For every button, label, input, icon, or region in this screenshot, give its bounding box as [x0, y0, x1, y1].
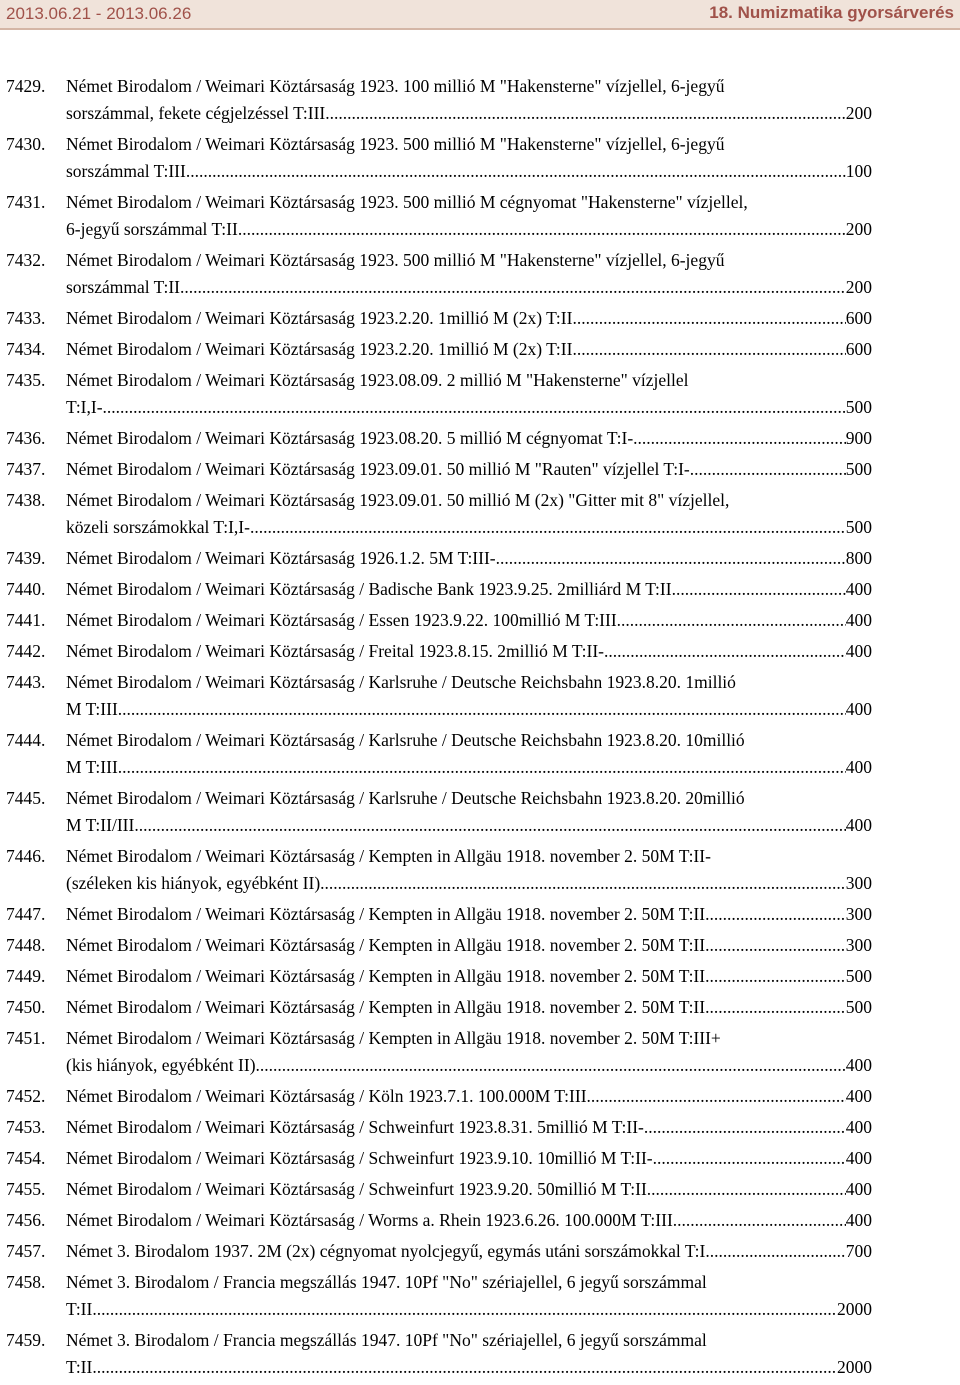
lot-number: 7459. — [6, 1330, 46, 1350]
lot-price: 300 — [845, 904, 872, 924]
lot-price: 400 — [845, 1148, 872, 1168]
lot-number: 7446. — [6, 846, 46, 866]
dot-leader — [110, 1354, 837, 1381]
lot-text-line: Német Birodalom / Weimari Köztársaság / Schweinfurt 1923.9.20. 50millió M T:II — [66, 1179, 647, 1199]
lot-last-line — [66, 514, 872, 541]
dot-leader — [238, 216, 846, 243]
dot-leader — [705, 994, 846, 1021]
lot-item — [6, 638, 872, 665]
lot-text-line: Német Birodalom / Weimari Köztársaság 1923. 500 millió M "Hakensterne" vízjellel, 6-jegyű — [66, 134, 725, 154]
lot-last-line — [66, 994, 872, 1021]
lot-last-line — [66, 456, 872, 483]
lot-price: 500 — [845, 397, 872, 417]
lot-price: 500 — [845, 997, 872, 1017]
lot-text-line: T:II.... — [66, 1299, 110, 1319]
dot-leader — [116, 394, 846, 421]
lot-text-line: Német Birodalom / Weimari Köztársaság / Schweinfurt 1923.8.31. 5millió M T:II- — [66, 1117, 644, 1137]
lot-text-line: Német Birodalom / Weimari Köztársaság / Kempten in Allgäu 1918. november 2. 50M T:II — [66, 935, 706, 955]
lot-text-line: sorszámmal T:II — [66, 277, 180, 297]
lot-description — [66, 336, 872, 363]
lot-text-line: Német Birodalom / Weimari Köztársaság / Worms a. Rhein 1923.6.26. 100.000M T:III — [66, 1210, 673, 1230]
lot-last-line — [66, 394, 872, 421]
lot-number: 7434. — [6, 339, 46, 359]
lot-number: 7429. — [6, 76, 46, 96]
lot-item — [6, 901, 872, 928]
lot-last-line — [66, 812, 872, 839]
lot-price: 200 — [845, 103, 872, 123]
lot-item — [6, 1207, 872, 1234]
lot-text-line: Német Birodalom / Weimari Köztársaság / Kempten in Allgäu 1918. november 2. 50M T:II — [66, 966, 706, 986]
lot-description — [66, 456, 872, 483]
dot-leader — [250, 514, 846, 541]
dot-leader — [572, 305, 845, 332]
lot-item — [6, 843, 872, 897]
lot-price: 500 — [845, 966, 872, 986]
lot-price: 2000 — [837, 1299, 872, 1319]
lot-text-line: Német Birodalom / Weimari Köztársaság / Freital 1923.8.15. 2millió M T:II- — [66, 641, 605, 661]
dot-leader — [617, 607, 846, 634]
lot-description — [66, 994, 872, 1021]
lot-description — [66, 305, 872, 332]
lot-price: 400 — [845, 815, 872, 835]
lot-last-line — [66, 870, 872, 897]
lot-description — [66, 727, 872, 781]
dot-leader — [134, 812, 845, 839]
lot-number: 7433. — [6, 308, 46, 328]
lot-last-line — [66, 576, 872, 603]
lot-price: 100 — [845, 161, 872, 181]
lot-text-line: 6-jegyű sorszámmal T:II — [66, 219, 238, 239]
lot-number: 7431. — [6, 192, 46, 212]
lot-item — [6, 727, 872, 781]
lot-text-line: (kis hiányok, egyébként II) — [66, 1055, 256, 1075]
lot-item — [6, 1269, 872, 1323]
lot-text-line: Német 3. Birodalom / Francia megszállás 1947. 10Pf "No" szériajellel, 6 jegyű sorszámmal — [66, 1330, 707, 1350]
lot-text-line: Német Birodalom / Weimari Köztársaság / Kempten in Allgäu 1918. november 2. 50M T:II- — [66, 846, 711, 866]
lot-last-line — [66, 216, 872, 243]
lot-description — [66, 963, 872, 990]
dot-leader — [705, 1238, 845, 1265]
lot-text-line: Német Birodalom / Weimari Köztársaság / Badische Bank 1923.9.25. 2milliárd M T:II — [66, 579, 672, 599]
lot-description — [66, 247, 872, 301]
lot-number: 7444. — [6, 730, 46, 750]
lot-list — [6, 73, 872, 1385]
lot-number: 7458. — [6, 1272, 46, 1292]
lot-text-line: közeli sorszámokkal T:I,I- — [66, 517, 250, 537]
lot-number: 7454. — [6, 1148, 46, 1168]
dot-leader — [705, 901, 846, 928]
lot-description — [66, 1327, 872, 1381]
lot-number: 7451. — [6, 1028, 46, 1048]
lot-description — [66, 901, 872, 928]
dot-leader — [325, 100, 846, 127]
lot-item — [6, 1025, 872, 1079]
dot-leader — [644, 1114, 846, 1141]
lot-text-line: Német Birodalom / Weimari Köztársaság / Karlsruhe / Deutsche Reichsbahn 1923.8.20. 20millió — [66, 788, 745, 808]
lot-item — [6, 189, 872, 243]
dot-leader — [633, 425, 846, 452]
lot-text-line: M T:II/III — [66, 815, 135, 835]
lot-number: 7448. — [6, 935, 46, 955]
lot-description — [66, 1207, 872, 1234]
lot-item — [6, 367, 872, 421]
lot-text-line: Német Birodalom / Weimari Köztársaság / Kempten in Allgäu 1918. november 2. 50M T:II — [66, 997, 706, 1017]
lot-price: 400 — [845, 579, 872, 599]
lot-text-line: Német Birodalom / Weimari Köztársaság 1923.09.01. 50 millió M "Rauten" vízjellel T:I- — [66, 459, 690, 479]
lot-description — [66, 607, 872, 634]
lot-last-line — [66, 607, 872, 634]
lot-text-line: Német Birodalom / Weimari Köztársaság 1923.2.20. 1millió M (2x) T:II — [66, 339, 573, 359]
lot-text-line: T:I,I-... — [66, 397, 116, 417]
auction-dates: 2013.06.21 - 2013.06.26 — [6, 4, 192, 23]
lot-item — [6, 487, 872, 541]
lot-price: 700 — [845, 1241, 872, 1261]
lot-text-line: sorszámmal T:III — [66, 161, 186, 181]
lot-text-line: Német Birodalom / Weimari Köztársaság 1923.08.20. 5 millió M cégnyomat T:I- — [66, 428, 634, 448]
lot-number: 7438. — [6, 490, 46, 510]
lot-item — [6, 994, 872, 1021]
lot-text-line: Német Birodalom / Weimari Köztársaság 1923. 500 millió M cégnyomat "Hakensterne" vízjellel, — [66, 192, 748, 212]
dot-leader — [653, 1145, 846, 1172]
lot-text-line: Német Birodalom / Weimari Köztársaság / Essen 1923.9.22. 100millió M T:III — [66, 610, 617, 630]
lot-last-line — [66, 1296, 872, 1323]
lot-price: 300 — [845, 935, 872, 955]
dot-leader — [496, 545, 846, 572]
lot-number: 7445. — [6, 788, 46, 808]
dot-leader — [572, 336, 845, 363]
lot-last-line — [66, 1238, 872, 1265]
lot-last-line — [66, 754, 872, 781]
lot-text-line: Német Birodalom / Weimari Köztársaság 1923.08.09. 2 millió M "Hakensterne" vízjellel — [66, 370, 689, 390]
lot-number: 7443. — [6, 672, 46, 692]
lot-item — [6, 305, 872, 332]
lot-item — [6, 1238, 872, 1265]
lot-last-line — [66, 545, 872, 572]
lot-price: 400 — [845, 1179, 872, 1199]
lot-price: 400 — [845, 610, 872, 630]
lot-description — [66, 932, 872, 959]
lot-description — [66, 545, 872, 572]
lot-last-line — [66, 932, 872, 959]
lot-last-line — [66, 696, 872, 723]
lot-number: 7439. — [6, 548, 46, 568]
lot-description — [66, 1269, 872, 1323]
lot-description — [66, 1238, 872, 1265]
lot-last-line — [66, 100, 872, 127]
lot-last-line — [66, 963, 872, 990]
lot-number: 7442. — [6, 641, 46, 661]
lot-price: 300 — [845, 873, 872, 893]
lot-text-line: (széleken kis hiányok, egyébként II) — [66, 873, 321, 893]
lot-price: 400 — [845, 1055, 872, 1075]
lot-number: 7440. — [6, 579, 46, 599]
lot-description — [66, 1145, 872, 1172]
lot-last-line — [66, 305, 872, 332]
lot-price: 500 — [845, 517, 872, 537]
lot-description — [66, 367, 872, 421]
lot-description — [66, 131, 872, 185]
lot-price: 200 — [845, 219, 872, 239]
lot-description — [66, 487, 872, 541]
lot-item — [6, 131, 872, 185]
lot-item — [6, 1145, 872, 1172]
dot-leader — [690, 456, 846, 483]
lot-description — [66, 785, 872, 839]
lot-number: 7441. — [6, 610, 46, 630]
lot-last-line — [66, 1083, 872, 1110]
lot-text-line: Német 3. Birodalom 1937. 2M (2x) cégnyomat nyolcjegyű, egymás utáni sorszámokkal T:I — [66, 1241, 706, 1261]
lot-last-line — [66, 1207, 872, 1234]
lot-number: 7457. — [6, 1241, 46, 1261]
lot-text-line: Német Birodalom / Weimari Köztársaság 1923.09.01. 50 millió M (2x) "Gitter mit 8" vízjellel, — [66, 490, 730, 510]
lot-description — [66, 1083, 872, 1110]
lot-description — [66, 1025, 872, 1079]
lot-item — [6, 607, 872, 634]
lot-number: 7456. — [6, 1210, 46, 1230]
lot-item — [6, 1176, 872, 1203]
dot-leader — [705, 932, 846, 959]
dot-leader — [673, 1207, 846, 1234]
lot-text-line: Német Birodalom / Weimari Köztársaság 1926.1.2. 5M T:III- — [66, 548, 496, 568]
lot-last-line — [66, 1176, 872, 1203]
lot-description — [66, 425, 872, 452]
lot-text-line: Német Birodalom / Weimari Köztársaság / Kempten in Allgäu 1918. november 2. 50M T:III+ — [66, 1028, 721, 1048]
lot-text-line: Német Birodalom / Weimari Köztársaság 1923.2.20. 1millió M (2x) T:II — [66, 308, 573, 328]
lot-number: 7430. — [6, 134, 46, 154]
lot-description — [66, 73, 872, 127]
dot-leader — [647, 1176, 846, 1203]
lot-item — [6, 1114, 872, 1141]
lot-price: 200 — [845, 277, 872, 297]
dot-leader — [118, 696, 846, 723]
lot-item — [6, 963, 872, 990]
lot-description — [66, 1176, 872, 1203]
lot-price: 400 — [845, 1210, 872, 1230]
lot-text-line: Német Birodalom / Weimari Köztársaság / Schweinfurt 1923.9.10. 10millió M T:II- — [66, 1148, 653, 1168]
lot-last-line — [66, 1114, 872, 1141]
lot-price: 500 — [845, 459, 872, 479]
lot-description — [66, 189, 872, 243]
lot-price: 400 — [845, 1117, 872, 1137]
lot-text-line: Német Birodalom / Weimari Köztársaság 1923. 500 millió M "Hakensterne" vízjellel, 6-jegyű — [66, 250, 725, 270]
lot-text-line: Német Birodalom / Weimari Köztársaság / Karlsruhe / Deutsche Reichsbahn 1923.8.20. 1millió — [66, 672, 736, 692]
dot-leader — [180, 274, 846, 301]
lot-item — [6, 247, 872, 301]
dot-leader — [186, 158, 846, 185]
lot-number: 7435. — [6, 370, 46, 390]
lot-text-line: M T:III — [66, 757, 118, 777]
lot-price: 600 — [845, 339, 872, 359]
lot-item — [6, 1083, 872, 1110]
lot-item — [6, 932, 872, 959]
lot-item — [6, 576, 872, 603]
lot-item — [6, 336, 872, 363]
lot-text-line: Német Birodalom / Weimari Köztársaság / Köln 1923.7.1. 100.000M T:III — [66, 1086, 587, 1106]
lot-description — [66, 843, 872, 897]
dot-leader — [672, 576, 846, 603]
lot-price: 800 — [845, 548, 872, 568]
lot-last-line — [66, 1145, 872, 1172]
lot-text-line: sorszámmal, fekete cégjelzéssel T:III — [66, 103, 326, 123]
lot-last-line — [66, 638, 872, 665]
lot-text-line: M T:III — [66, 699, 118, 719]
lot-number: 7437. — [6, 459, 46, 479]
lot-price: 600 — [845, 308, 872, 328]
lot-number: 7436. — [6, 428, 46, 448]
lot-description — [66, 669, 872, 723]
lot-number: 7450. — [6, 997, 46, 1017]
lot-last-line — [66, 158, 872, 185]
page-header — [0, 0, 960, 30]
lot-item — [6, 669, 872, 723]
lot-item — [6, 73, 872, 127]
lot-number: 7452. — [6, 1086, 46, 1106]
lot-price: 900 — [845, 428, 872, 448]
lot-number: 7449. — [6, 966, 46, 986]
lot-text-line: T:II.... — [66, 1357, 110, 1377]
dot-leader — [256, 1052, 846, 1079]
lot-description — [66, 576, 872, 603]
lot-number: 7453. — [6, 1117, 46, 1137]
lot-item — [6, 545, 872, 572]
dot-leader — [587, 1083, 846, 1110]
lot-text-line: Német Birodalom / Weimari Köztársaság / Karlsruhe / Deutsche Reichsbahn 1923.8.20. 10millió — [66, 730, 745, 750]
dot-leader — [110, 1296, 837, 1323]
lot-item — [6, 456, 872, 483]
lot-text-line: Német Birodalom / Weimari Köztársaság 1923. 100 millió M "Hakensterne" vízjellel, 6-jegyű — [66, 76, 725, 96]
dot-leader — [705, 963, 846, 990]
lot-item — [6, 785, 872, 839]
lot-last-line — [66, 901, 872, 928]
lot-last-line — [66, 336, 872, 363]
lot-last-line — [66, 1052, 872, 1079]
lot-text-line: Német 3. Birodalom / Francia megszállás 1947. 10Pf "No" szériajellel, 6 jegyű sorszámmal — [66, 1272, 707, 1292]
lot-item — [6, 425, 872, 452]
lot-last-line — [66, 274, 872, 301]
dot-leader — [320, 870, 846, 897]
lot-description — [66, 1114, 872, 1141]
auction-title: 18. Numizmatika gyorsárverés — [709, 3, 954, 22]
lot-price: 400 — [845, 699, 872, 719]
lot-price: 400 — [845, 641, 872, 661]
lot-last-line — [66, 425, 872, 452]
dot-leader — [604, 638, 846, 665]
lot-number: 7455. — [6, 1179, 46, 1199]
lot-text-line: Német Birodalom / Weimari Köztársaság / Kempten in Allgäu 1918. november 2. 50M T:II — [66, 904, 706, 924]
lot-description — [66, 638, 872, 665]
lot-item — [6, 1327, 872, 1381]
lot-number: 7432. — [6, 250, 46, 270]
lot-last-line — [66, 1354, 872, 1381]
dot-leader — [118, 754, 846, 781]
lot-price: 400 — [845, 1086, 872, 1106]
lot-price: 400 — [845, 757, 872, 777]
lot-number: 7447. — [6, 904, 46, 924]
lot-price: 2000 — [837, 1357, 872, 1377]
